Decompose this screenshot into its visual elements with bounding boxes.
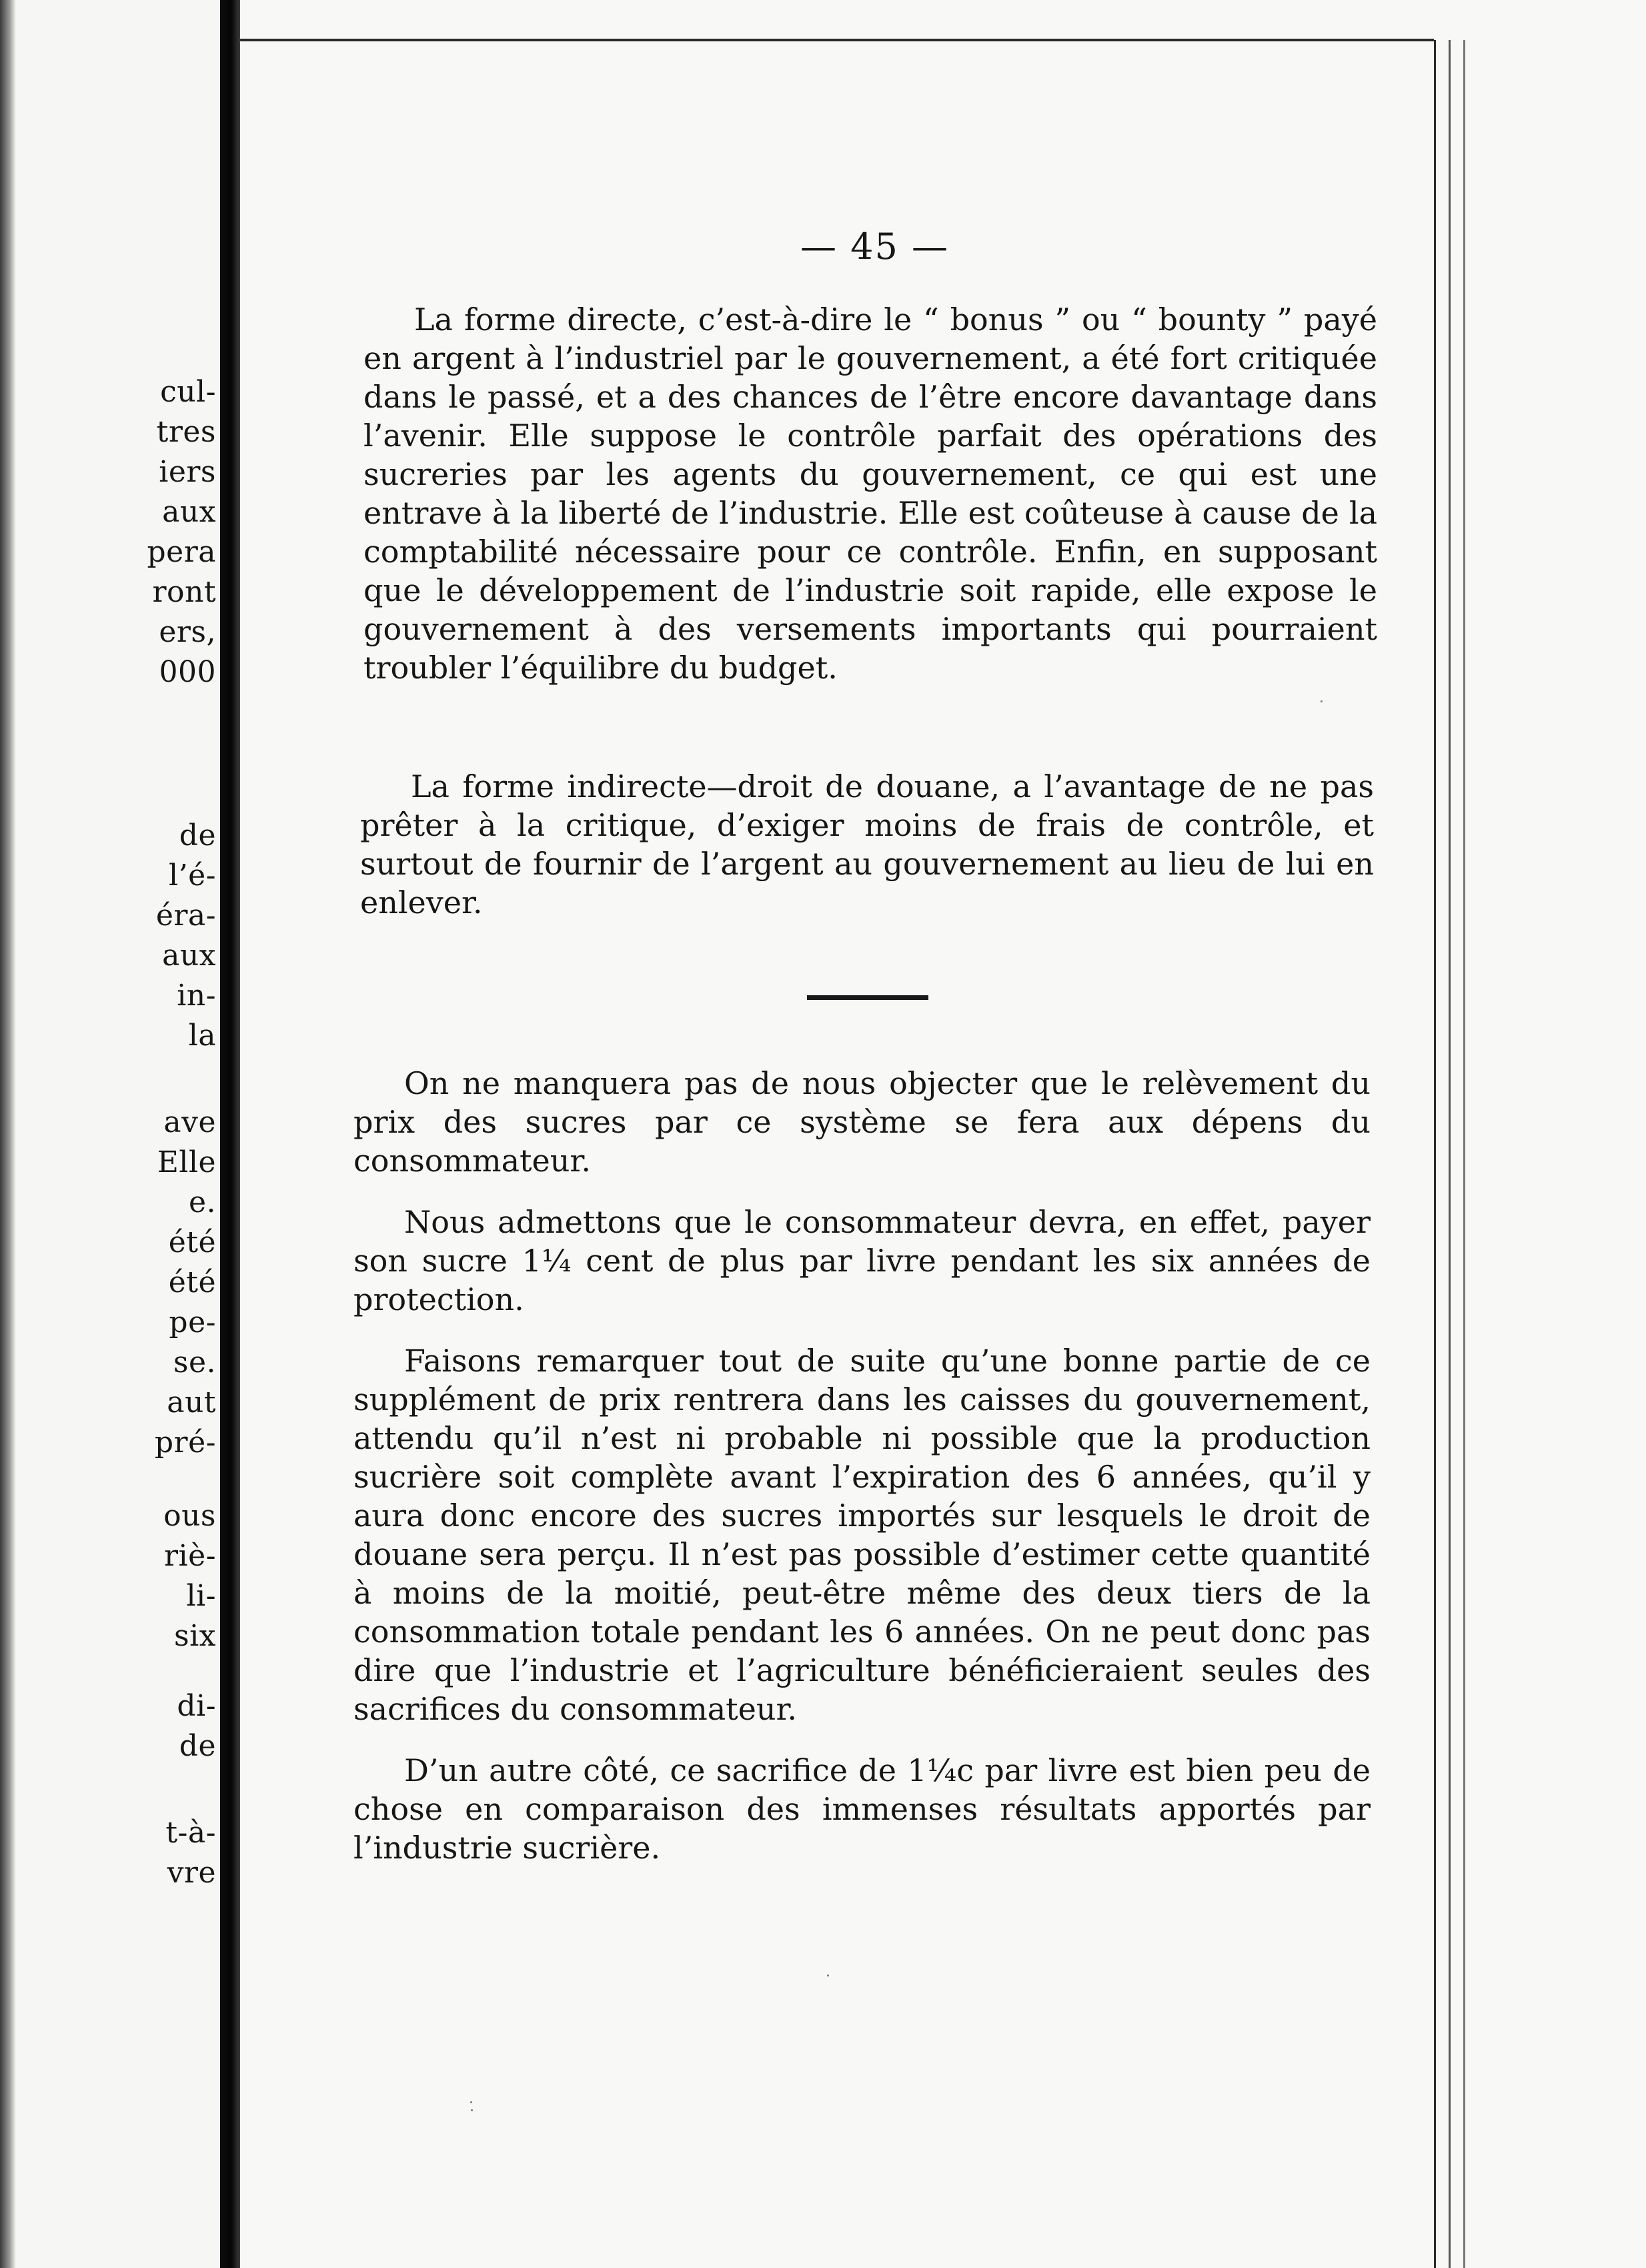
text-block-bottom [353, 1064, 1371, 1867]
left-page-line: de [179, 1729, 216, 1763]
left-page-line: 000 [159, 655, 216, 689]
page-top-edge [240, 39, 1434, 41]
left-page-line: pera [147, 535, 216, 569]
book-gutter [220, 0, 240, 2268]
left-page-line: tres [156, 415, 216, 449]
paragraph: Faisons remarquer tout de suite qu’une bonne partie de ce supplément de prix rentrera dans les caisses du gouvernement, attendu qu’il n’est ni probable ni possible que la production sucrière soit complète avant l’expiration des 6 années, qu’il y aura donc encore des sucres importés sur lesquels le droit de douane sera perçu. Il n’est pas possible d’estimer cette quantité à moins de la moitié, peut-être même des deux tiers de la consommation totale pendant les 6 années. On ne peut donc pas dire que l’industrie et l’agriculture bénéficieraient seules des sacrifices du consommateur. [353, 1343, 1371, 1727]
text-block-top-2 [360, 767, 1374, 922]
left-page-line: ront [152, 575, 216, 609]
page-stack-edges [1434, 40, 1481, 2268]
paragraph: On ne manquera pas de nous objecter que le relèvement du prix des sucres par ce système se fera aux dépens du consommateur. [353, 1065, 1371, 1179]
left-page-line: la [188, 1019, 216, 1053]
left-page-fragment [0, 0, 220, 2268]
page-number: — 45 — [800, 225, 950, 267]
left-page-line: iers [159, 455, 216, 489]
left-page-line: pré- [154, 1426, 216, 1460]
left-page-line: été [168, 1265, 216, 1299]
left-page-line: ers, [159, 615, 216, 649]
left-page-line: aux [162, 939, 216, 973]
left-page-line: Elle [157, 1145, 216, 1179]
left-page-line: ave [163, 1105, 216, 1139]
left-page-line: di- [177, 1689, 216, 1723]
left-page-line: e. [188, 1185, 216, 1219]
left-page-line: été [168, 1225, 216, 1259]
paragraph: Nous admettons que le consommateur devra, en effet, payer son sucre 1¼ cent de plus par livre pendant les six années de protection. [353, 1204, 1371, 1317]
paragraph: D’un autre côté, ce sacrifice de 1¼c par livre est bien peu de chose en comparaison des immenses résultats apportés par l’industrie sucrière. [353, 1752, 1371, 1866]
left-page-line: in- [177, 979, 216, 1013]
paragraph: La forme indirecte—droit de douane, a l’avantage de ne pas prêter à la critique, d’exiger moins de frais de contrôle, et surtout de fournir de l’argent au gouvernement au lieu de lui en enlever. [360, 768, 1374, 921]
page-edge-shadow [0, 0, 16, 2268]
text-block-top-1 [363, 300, 1377, 687]
left-page-line: l’é- [169, 859, 216, 893]
left-page-line: riè- [163, 1539, 216, 1573]
left-page-line: aut [167, 1385, 216, 1420]
section-separator-rule [807, 995, 928, 1000]
left-page-line: éra- [155, 899, 216, 933]
left-page-line: six [174, 1619, 216, 1653]
left-page-line: se. [173, 1345, 216, 1379]
left-page-line: cul- [160, 375, 216, 409]
left-page-line: t-à- [165, 1816, 216, 1850]
paragraph: La forme directe, c’est-à-dire le “ bonus ” ou “ bounty ” payé en argent à l’industriel par le gouvernement, a été fort critiquée dans le passé, et a des chances de l’être encore davantage dans l’avenir. Elle suppose le contrôle parfait des opérations des sucreries par les agents du gouvernement, ce qui est une entrave à la liberté de l’industrie. Elle est coûteuse à cause de la comptabilité nécessaire pour ce contrôle. Enfin, en supposant que le développement de l’industrie soit rapide, elle expose le gouvernement à des versements importants qui pourraient troubler l’équilibre du budget. [363, 302, 1377, 686]
left-page-line: li- [186, 1579, 216, 1613]
left-page-line: aux [162, 495, 216, 529]
left-page-line: de [179, 818, 216, 853]
left-page-line: ous [163, 1499, 216, 1533]
left-page-line: vre [167, 1856, 216, 1890]
left-page-line: pe- [169, 1305, 216, 1339]
